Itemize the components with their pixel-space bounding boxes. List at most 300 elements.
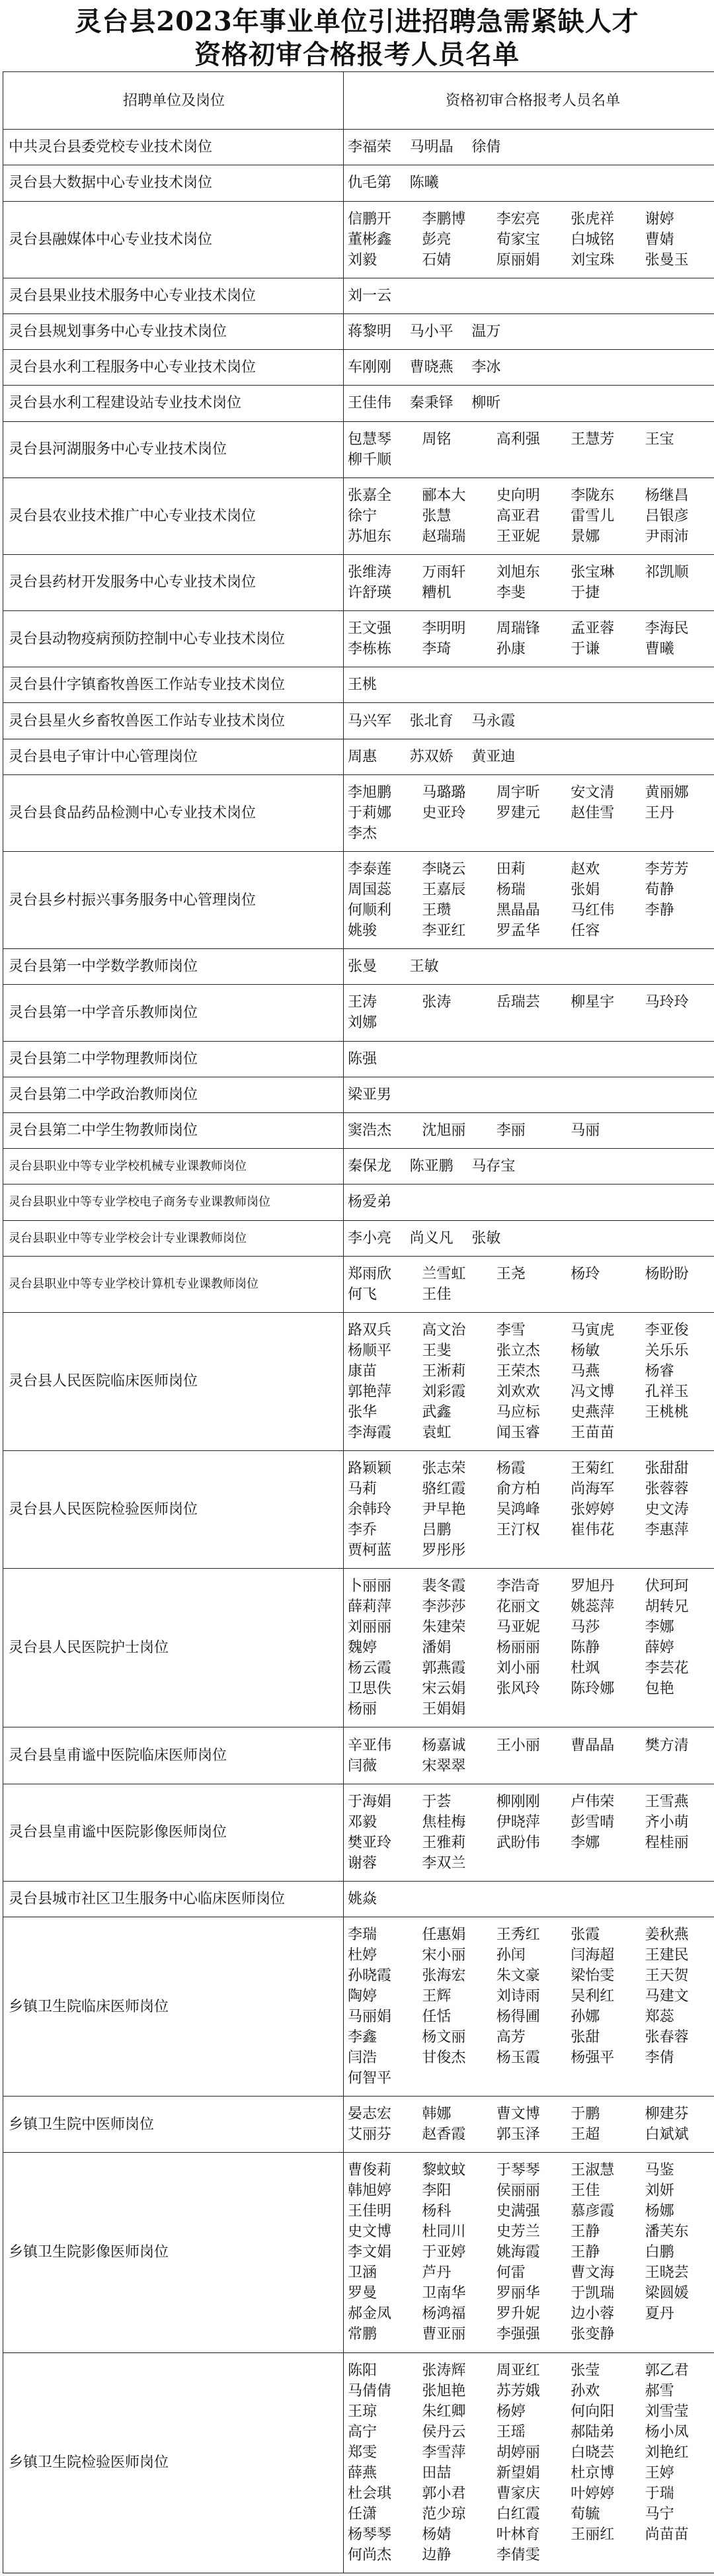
candidate-name: 史亚玲 [422,804,466,821]
candidate-name: 岳瑞芸 [496,994,540,1011]
names-cell [344,1881,714,1917]
candidate-name: 田莉 [496,861,526,878]
candidate-name: 于亚婷 [422,2244,466,2261]
candidate-name: 潘娟 [422,1640,452,1657]
candidate-name: 孙娜 [571,2009,600,2026]
candidate-name: 张蓉蓉 [645,1481,689,1498]
candidate-name: 尹雨沛 [645,528,689,545]
candidate-name: 吕鹏 [422,1522,452,1539]
candidate-name: 齐小萌 [645,1813,689,1831]
candidate-name: 郑雨欣 [348,1265,392,1282]
candidate-name: 王佳 [422,1286,452,1303]
candidate-name: 马小平 [409,323,454,341]
candidate-name: 彭雪晴 [571,1813,615,1831]
names-cell [344,949,714,985]
candidate-name: 曹晓燕 [409,359,454,376]
candidate-name: 何飞 [348,1286,377,1303]
name-list [348,992,714,1033]
names-cell [344,2352,714,2573]
candidate-name: 郦本大 [422,487,466,504]
candidate-name: 孔祥玉 [645,1383,689,1400]
candidate-name: 李亚俊 [645,1321,689,1339]
names-cell [344,1041,714,1077]
candidate-name: 刘娜 [348,1015,377,1032]
unit-cell: 乡镇卫生院中医师岗位 [3,2097,344,2153]
unit-cell: 中共灵台县委党校专业技术岗位 [3,130,344,165]
candidate-name: 王敏 [409,958,439,976]
candidate-name: 刘欢欢 [496,1383,540,1400]
unit-cell: 灵台县皇甫谧中医院临床医师岗位 [3,1727,344,1784]
candidate-name: 朱文豪 [496,1968,540,1985]
candidate-name: 李斐 [496,584,526,601]
candidate-name: 梁怡雯 [571,1968,615,1985]
candidate-name: 张海宏 [422,1968,466,1985]
candidate-name: 刘雪莹 [645,2403,689,2420]
candidate-name: 李明明 [422,620,466,638]
table-row [3,2097,714,2153]
candidate-name: 王淑慧 [571,2162,615,2179]
candidate-name: 李莎莎 [422,1599,466,1616]
candidate-name: 马应标 [496,1403,540,1421]
candidate-name: 何顺利 [348,902,392,919]
table-row [3,1917,714,2097]
candidate-name: 史文博 [348,2223,392,2241]
candidate-name: 于莉娜 [348,804,392,821]
unit-cell: 灵台县什字镇畜牧兽医工作站专业技术岗位 [3,667,344,703]
unit-cell: 灵台县城市社区卫生服务中心临床医师岗位 [3,1881,344,1917]
candidate-name: 于捷 [571,584,600,601]
candidate-name: 李丽 [496,1122,526,1140]
unit-cell: 灵台县药材开发服务中心专业技术岗位 [3,554,344,610]
header-unit: 招聘单位及岗位 [3,72,344,130]
candidate-name: 王涛 [348,994,377,1011]
candidate-name: 李娜 [645,1619,674,1636]
candidate-name: 任惠娟 [422,1927,466,1944]
name-list [348,1049,714,1069]
names-cell [344,130,714,165]
candidate-name: 李雪 [496,1321,526,1339]
candidate-name: 苏旭东 [348,528,392,545]
name-list [348,1192,714,1212]
candidate-name: 柳建芬 [645,2106,689,2123]
candidate-name: 常鹏 [348,2326,377,2343]
candidate-name: 罗丽华 [496,2285,540,2302]
table-row [3,554,714,610]
candidate-name: 边小蓉 [571,2306,615,2323]
name-list [348,357,714,378]
candidate-name: 任潇 [348,2505,377,2522]
unit-cell: 灵台县职业中等专业学校计算机专业课教师岗位 [3,1256,344,1312]
header-names: 资格初审合格报考人员名单 [344,72,714,130]
candidate-name: 罗升妮 [496,2306,540,2323]
unit-cell: 灵台县河湖服务中心专业技术岗位 [3,421,344,478]
candidate-name: 曹曦 [645,641,674,658]
candidate-name: 李瑞 [348,1927,377,1944]
candidate-name: 李惠萍 [645,1522,689,1539]
candidate-name: 王琼 [348,2403,377,2420]
unit-cell: 灵台县第一中学数学教师岗位 [3,949,344,985]
candidate-name: 王天贺 [645,1968,689,1985]
table-row [3,1881,714,1917]
candidate-name: 徐宁 [348,507,377,524]
names-cell [344,554,714,610]
candidate-name: 高利强 [496,431,540,448]
candidate-name: 王苗苗 [571,1424,615,1441]
candidate-name: 梁圆媛 [645,2285,689,2302]
candidate-name: 孙闰 [496,1947,526,1964]
candidate-name: 赵瑞瑞 [422,528,466,545]
name-list [348,1228,714,1249]
candidate-name: 王尧 [496,1265,526,1282]
candidate-name: 张霞 [571,1927,600,1944]
candidate-name: 白晓芸 [571,2444,615,2461]
names-cell [344,313,714,349]
candidate-name: 杨婷 [496,2403,526,2420]
candidate-name: 杨小凤 [645,2423,689,2440]
candidate-name: 张风玲 [496,1681,540,1698]
unit-cell: 灵台县第二中学物理教师岗位 [3,1041,344,1077]
table-row [3,1077,714,1112]
candidate-name: 曹亚丽 [422,2326,466,2343]
candidate-name: 李文娟 [348,2244,392,2261]
candidate-name: 赵佳雪 [571,804,615,821]
candidate-name: 马倩倩 [348,2382,392,2399]
candidate-name: 杨丽丽 [496,1640,540,1657]
candidate-name: 张春蓉 [645,2029,689,2046]
table-row [3,1312,714,1450]
unit-cell: 乡镇卫生院临床医师岗位 [3,1917,344,2097]
name-list [348,2104,714,2145]
candidate-name: 李倩 [645,2050,674,2067]
candidate-name: 姚骏 [348,923,377,940]
name-list [348,2360,714,2565]
name-list [348,137,714,157]
name-list [348,956,714,977]
name-list [348,859,714,941]
candidate-name: 夏丹 [645,2306,674,2323]
candidate-name: 宋小丽 [422,1947,466,1964]
candidate-name: 杜会琪 [348,2485,392,2502]
candidate-name: 杨瑞 [496,882,526,899]
table-row [3,703,714,739]
names-cell [344,386,714,421]
candidate-name: 陈亚鹏 [409,1158,454,1175]
name-list [348,562,714,603]
candidate-name: 张甜 [571,2029,600,2046]
unit-cell: 灵台县第二中学政治教师岗位 [3,1077,344,1112]
candidate-name: 罗建元 [496,804,540,821]
candidate-name: 张立杰 [496,1342,540,1359]
candidate-name: 李双兰 [422,1854,466,1872]
candidate-name: 柳昕 [471,395,501,412]
candidate-name: 高亚君 [496,507,540,524]
candidate-name: 郭乙君 [645,2362,689,2379]
candidate-name: 陈曦 [409,175,439,192]
candidate-name: 李芳芳 [645,861,689,878]
candidate-name: 樊亚玲 [348,1834,392,1851]
candidate-name: 贾柯蓝 [348,1542,392,1559]
names-cell [344,1784,714,1881]
unit-cell: 灵台县规划事务中心专业技术岗位 [3,313,344,349]
candidate-name: 史文涛 [645,1501,689,1518]
candidate-name: 秦保龙 [348,1158,392,1175]
candidate-name: 周宇昕 [496,784,540,801]
candidate-name: 李阳 [422,2182,452,2200]
candidate-name: 孙晓霞 [348,1968,392,1985]
candidate-name: 王汀权 [496,1522,540,1539]
candidate-name: 李福荣 [348,139,392,156]
candidate-name: 白城铭 [571,231,615,248]
candidate-name: 马莉 [348,1481,377,1498]
candidate-name: 王秀红 [496,1927,540,1944]
unit-cell: 灵台县人民医院临床医师岗位 [3,1312,344,1450]
candidate-name: 张旭艳 [422,2382,466,2399]
name-list [348,1576,714,1720]
candidate-name: 胡转兄 [645,1599,689,1616]
table-row [3,667,714,703]
candidate-name: 曹家庆 [496,2485,540,2502]
names-cell [344,667,714,703]
candidate-name: 郭艳萍 [348,1383,392,1400]
candidate-name: 史向明 [496,487,540,504]
candidate-name: 任恬 [422,2009,452,2026]
candidate-name: 新望娟 [496,2464,540,2481]
candidate-name: 尚义凡 [409,1229,454,1247]
candidate-name: 杨丽 [348,1701,377,1718]
candidate-name: 史燕萍 [571,1403,615,1421]
candidate-name: 兰雪虹 [422,1265,466,1282]
unit-cell: 灵台县果业技术服务中心专业技术岗位 [3,278,344,313]
candidate-name: 张北育 [409,712,454,729]
name-list [348,711,714,731]
candidate-name: 杨顺平 [348,1342,392,1359]
candidate-name: 王丹 [645,804,674,821]
candidate-name: 罗旭丹 [571,1578,615,1595]
candidate-name: 苏芳娥 [496,2382,540,2399]
candidate-name: 张莹 [571,2362,600,2379]
table-row [3,1784,714,1881]
candidate-name: 于瑞 [645,2485,674,2502]
names-cell [344,1149,714,1184]
candidate-name: 石婧 [422,251,452,269]
names-cell [344,852,714,949]
candidate-name: 王文强 [348,620,392,638]
table-row [3,201,714,278]
candidate-name: 焦桂梅 [422,1813,466,1831]
names-cell [344,774,714,851]
candidate-name: 梁亚男 [348,1086,392,1103]
candidate-name: 陈玲娜 [571,1681,615,1698]
table-row [3,313,714,349]
candidate-name: 韩娜 [422,2106,452,2123]
candidate-name: 张甜甜 [645,1460,689,1477]
candidate-name: 马兴军 [348,712,392,729]
names-cell [344,739,714,774]
candidate-name: 李小亮 [348,1229,392,1247]
candidate-name: 李倩雯 [496,2546,540,2563]
candidate-name: 李冰 [471,359,501,376]
candidate-name: 李娜 [571,1834,600,1851]
names-cell [344,278,714,313]
candidate-name: 潘芙东 [645,2223,689,2241]
unit-cell: 灵台县职业中等专业学校电子商务专业课教师岗位 [3,1184,344,1220]
candidate-name: 樊方清 [645,1737,689,1754]
table-row [3,350,714,386]
unit-cell: 灵台县职业中等专业学校会计专业课教师岗位 [3,1220,344,1256]
candidate-name: 黎蚊蚊 [422,2162,466,2179]
name-list [348,747,714,767]
candidate-name: 李海民 [645,620,689,638]
unit-cell: 灵台县人民医院检验医师岗位 [3,1451,344,1569]
candidate-name: 杨云霞 [348,1660,392,1677]
candidate-name: 闫浩 [348,2050,377,2067]
candidate-name: 张华 [348,1403,377,1421]
candidate-name: 花丽文 [496,1599,540,1616]
candidate-name: 路双兵 [348,1321,392,1339]
candidate-name: 李鹏博 [422,210,466,228]
candidate-name: 王雅莉 [422,1834,466,1851]
name-list [348,1156,714,1177]
table-row [3,1149,714,1184]
unit-cell: 灵台县星火乡畜牧兽医工作站专业技术岗位 [3,703,344,739]
candidate-name: 郑雯 [348,2444,377,2461]
candidate-name: 杨敏 [571,1342,600,1359]
candidate-name: 杨琴琴 [348,2526,392,2543]
candidate-name: 杨鸿福 [422,2306,466,2323]
names-cell [344,201,714,278]
candidate-name: 马明晶 [409,139,454,156]
candidate-name: 郝雪 [645,2382,674,2399]
unit-cell: 灵台县电子审计中心管理岗位 [3,739,344,774]
candidate-name: 王淅莉 [422,1362,466,1380]
unit-cell: 乡镇卫生院影像医师岗位 [3,2153,344,2352]
candidate-name: 徐倩 [471,139,501,156]
unit-cell: 乡镇卫生院检验医师岗位 [3,2352,344,2573]
names-cell [344,1917,714,2097]
candidate-name: 高文治 [422,1321,466,1339]
candidate-name: 杨文丽 [422,2029,466,2046]
candidate-name: 任容 [571,923,600,940]
name-list [348,1264,714,1305]
candidate-name: 路颖颖 [348,1460,392,1477]
candidate-name: 赵香霞 [422,2126,466,2143]
candidate-name: 曹文博 [496,2106,540,2123]
candidate-name: 杨娜 [645,2203,674,2220]
candidate-name: 于凯瑞 [571,2285,615,2302]
names-cell [344,1569,714,1727]
table-row [3,739,714,774]
candidate-name: 杨得圃 [496,2009,540,2026]
candidate-name: 尹早艳 [422,1501,466,1518]
candidate-name: 李旭鹏 [348,784,392,801]
candidate-name: 张娟 [571,882,600,899]
candidate-name: 伊晓萍 [496,1813,540,1831]
name-list [348,1120,714,1141]
candidate-name: 甘俊杰 [422,2050,466,2067]
candidate-name: 雷雪儿 [571,507,615,524]
candidate-name: 卫南华 [422,2285,466,2302]
candidate-name: 王晓芸 [645,2264,689,2282]
candidate-name: 谢蓉 [348,1854,377,1872]
candidate-name: 温万 [471,323,501,341]
candidate-name: 孙康 [496,641,526,658]
candidate-name: 周亚红 [496,2362,540,2379]
unit-cell: 灵台县水利工程服务中心专业技术岗位 [3,350,344,386]
candidate-name: 王桃 [348,677,377,694]
candidate-name: 关乐乐 [645,1342,689,1359]
candidate-name: 黑晶晶 [496,902,540,919]
candidate-name: 张婷婷 [571,1501,615,1518]
candidate-name: 吴鸿峰 [496,1501,540,1518]
name-list [348,2160,714,2345]
candidate-name: 何尚杰 [348,2546,392,2563]
unit-cell: 灵台县融媒体中心专业技术岗位 [3,201,344,278]
candidate-name: 朱建荣 [422,1619,466,1636]
candidate-name: 李亚红 [422,923,466,940]
names-cell [344,703,714,739]
name-list [348,618,714,659]
names-cell [344,611,714,667]
candidate-name: 尚苗苗 [645,2526,689,2543]
candidate-name: 马亚妮 [496,1619,540,1636]
candidate-name: 王嘉辰 [422,882,466,899]
candidate-name: 李静 [645,902,674,919]
unit-cell: 灵台县乡村振兴事务服务中心管理岗位 [3,852,344,949]
candidate-name: 郑蕊 [645,2009,674,2026]
candidate-name: 马玲玲 [645,994,689,1011]
names-cell [344,1112,714,1148]
unit-cell: 灵台县人民医院护士岗位 [3,1569,344,1727]
candidate-name: 田喆 [422,2464,452,2481]
candidate-name: 王丽红 [571,2526,615,2543]
name-list [348,782,714,844]
candidate-name: 韩旭婷 [348,2182,392,2200]
name-list [348,1792,714,1874]
candidate-name: 曹俊莉 [348,2162,392,2179]
candidate-name: 闻玉睿 [496,1424,540,1441]
candidate-name: 黄丽娜 [645,784,689,801]
candidate-name: 刘小丽 [496,1660,540,1677]
candidate-name: 武盼伟 [496,1834,540,1851]
candidate-name: 马寅虎 [571,1321,615,1339]
candidate-name: 孟亚蓉 [571,620,615,638]
candidate-name: 王桃桃 [645,1403,689,1421]
candidate-name: 马燕 [571,1362,600,1380]
candidate-name: 侯丹云 [422,2423,466,2440]
name-list [348,1735,714,1776]
candidate-name: 范少琼 [422,2505,466,2522]
candidate-name: 李琦 [422,641,452,658]
candidate-name: 吴利红 [571,1988,615,2005]
names-cell [344,985,714,1041]
candidate-name: 姚蕊萍 [571,1599,615,1616]
candidate-name: 白红霞 [496,2505,540,2522]
candidate-name: 沈旭丽 [422,1122,466,1140]
candidate-name: 李栋栋 [348,641,392,658]
name-list [348,321,714,342]
candidate-name: 白斌斌 [645,2126,689,2143]
table-row [3,278,714,313]
candidate-name: 杨继昌 [645,487,689,504]
candidate-name: 郭小君 [422,2485,466,2502]
candidate-name: 杨睿 [645,1362,674,1380]
candidate-name: 荀毓 [571,2505,600,2522]
candidate-name: 王佳伟 [348,395,392,412]
name-list [348,1458,714,1561]
candidate-name: 高芳 [496,2029,526,2046]
candidate-name: 王小丽 [496,1737,540,1754]
table-row [3,1256,714,1312]
